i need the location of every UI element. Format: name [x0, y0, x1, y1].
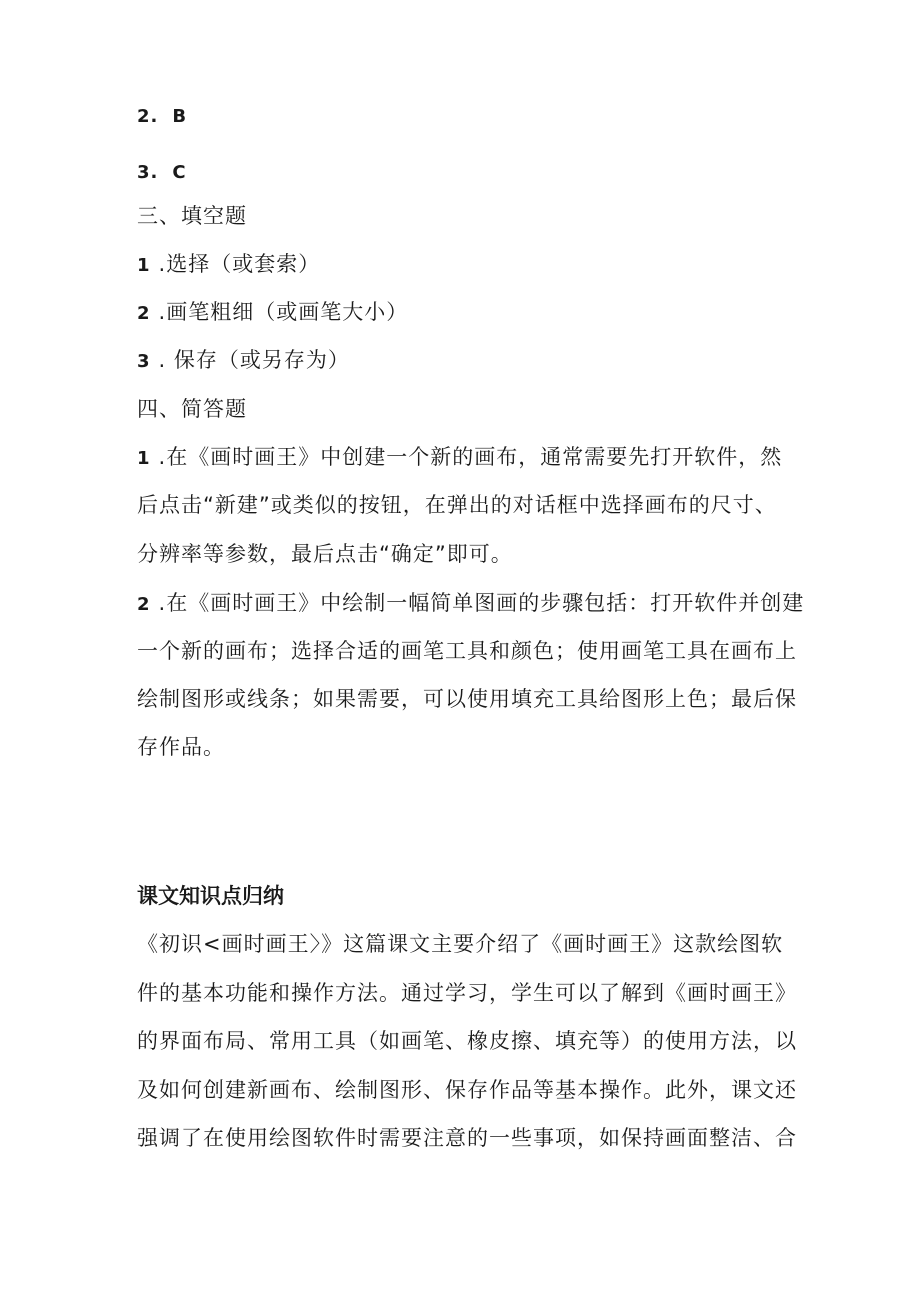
- answer-letter: C: [172, 162, 187, 183]
- answer-number: 3.: [137, 162, 159, 183]
- short-answer-2-line-2: 一个新的画布；选择合适的画笔工具和颜色；使用画笔工具在画布上: [137, 639, 797, 663]
- item-number: 3: [137, 351, 151, 372]
- summary-line-3: 的界面布局、常用工具（如画笔、橡皮擦、填充等）的使用方法，以: [137, 1029, 797, 1053]
- item-number: 2: [137, 303, 151, 324]
- short-answer-2-line-4: 存作品。: [137, 735, 225, 759]
- summary-line-1: 《初识<画时画王〉》这篇课文主要介绍了《画时画王》这款绘图软: [137, 932, 784, 956]
- section-title-fill-in: 三、填空题: [137, 204, 247, 228]
- fill-in-item: [137, 250, 320, 280]
- item-text: .选择（或套索）: [158, 252, 321, 276]
- summary-line-2: 件的基本功能和操作方法。通过学习，学生可以了解到《画时画王》: [137, 981, 797, 1005]
- answer-2: [137, 101, 195, 131]
- short-answer-1-line-1: [137, 443, 782, 473]
- item-text: .在《画时画王》中创建一个新的画布，通常需要先打开软件，然: [158, 445, 783, 469]
- fill-in-item: [137, 298, 408, 328]
- answer-3: [137, 157, 195, 187]
- item-text: . 保存（或另存为）: [158, 348, 350, 372]
- item-number: 1: [137, 448, 151, 469]
- section-title-short-answer: 四、简答题: [137, 397, 247, 421]
- summary-line-4: 及如何创建新画布、绘制图形、保存作品等基本操作。此外，课文还: [137, 1078, 797, 1102]
- summary-title: 课文知识点归纳: [137, 884, 284, 908]
- short-answer-2-line-3: 绘制图形或线条；如果需要，可以使用填充工具给图形上色；最后保: [137, 687, 797, 711]
- item-text: .在《画时画王》中绘制一幅简单图画的步骤包括：打开软件并创建: [158, 591, 805, 615]
- item-text: .画笔粗细（或画笔大小）: [158, 300, 409, 324]
- answer-number: 2.: [137, 106, 159, 127]
- answer-letter: B: [172, 106, 188, 127]
- item-number: 2: [137, 594, 151, 615]
- short-answer-2-line-1: [137, 589, 804, 619]
- fill-in-item: [137, 346, 350, 376]
- summary-line-5: 强调了在使用绘图软件时需要注意的一些事项，如保持画面整洁、合: [137, 1126, 797, 1150]
- short-answer-1-line-3: 分辨率等参数，最后点击“确定”即可。: [137, 542, 513, 566]
- short-answer-1-line-2: 后点击“新建”或类似的按钮，在弹出的对话框中选择画布的尺寸、: [137, 493, 777, 517]
- item-number: 1: [137, 255, 151, 276]
